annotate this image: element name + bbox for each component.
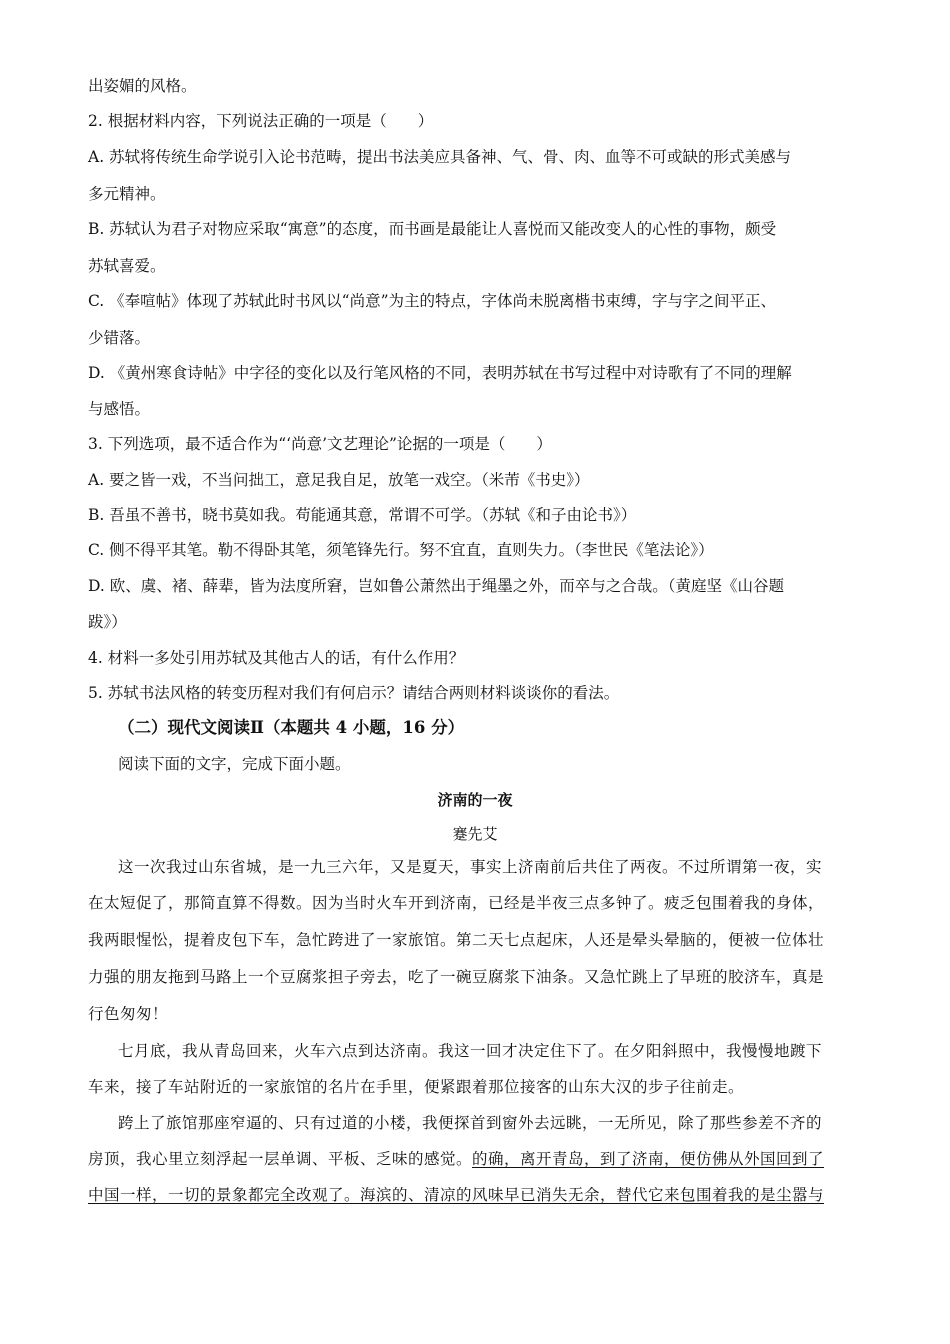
paragraph-1-line-1: 这一次我过山东省城，是一九三六年，又是夏天，事实上济南前后共住了两夜。不过所谓第一夜，实 <box>118 859 823 876</box>
question-2-option-c-cont: 少错落。 <box>88 329 151 347</box>
question-2-option-c: C. 《奉喧帖》体现了苏轼此时书风以“尚意”为主的特点，字体尚未脱离楷书束缚，字与字之间平正、 <box>88 292 777 310</box>
section-heading: （二）现代文阅读Ⅱ（本题共 4 小题，16 分） <box>118 718 465 737</box>
article-title: 济南的一夜 <box>437 791 513 809</box>
paragraph-3-line-2 <box>88 1150 868 1170</box>
q1-answer-tail: 出姿媚的风格。 <box>88 77 197 95</box>
question-3-option-d: D. 欧、虞、褚、薛辈，皆为法度所窘，岂如鲁公萧然出于绳墨之外，而卒与之合哉。（黄庭坚《山谷题 <box>88 577 784 595</box>
question-4-stem: 4. 材料一多处引用苏轼及其他古人的话，有什么作用？ <box>88 649 465 667</box>
question-2-option-d: D. 《黄州寒食诗帖》中字径的变化以及行笔风格的不同，表明苏轼在书写过程中对诗歌有了不同的理解 <box>88 364 792 382</box>
question-3-option-b: B. 吾虽不善书，晓书莫如我。苟能通其意，常谓不可学。（苏轼《和子由论书》） <box>88 506 637 524</box>
question-5-stem: 5. 苏轼书法风格的转变历程对我们有何启示？请结合两则材料谈谈你的看法。 <box>88 684 620 702</box>
section-instruction: 阅读下面的文字，完成下面小题。 <box>118 755 351 773</box>
paragraph-3-line-3-underlined: 中国一样，一切的景象都完全改观了。海滨的、清凉的风味早已消失无余，替代它来包围着我的是尘嚣与 <box>88 1187 825 1204</box>
paragraph-1-line-5: 行色匆匆！ <box>88 1006 169 1023</box>
paragraph-3-plain-text: 房顶，我心里立刻浮起一层单调、平板、乏味的感觉。 <box>88 1151 473 1168</box>
question-3-stem: 3. 下列选项，最不适合作为“‘尚意’文艺理论”论据的一项是（ ） <box>88 435 552 453</box>
question-2-option-b: B. 苏轼认为君子对物应采取“寓意”的态度，而书画是最能让人喜悦而又能改变人的心性的事物，颇受 <box>88 220 777 238</box>
question-3-option-c: C. 侧不得平其笔。勒不得卧其笔，须笔锋先行。努不宜直，直则失力。（李世民《笔法论》） <box>88 541 714 559</box>
question-2-option-d-cont: 与感悟。 <box>88 400 151 418</box>
question-3-option-a: A. 要之皆一戏，不当问拙工，意足我自足，放笔一戏空。（米芾《书史》） <box>88 471 590 489</box>
paragraph-1-line-3: 我两眼惺忪，提着皮包下车，急忙跨进了一家旅馆。第二天七点起床，人还是晕头晕脑的，便被一位体壮 <box>88 932 825 949</box>
paragraph-3-underlined-text: 的确，离开青岛，到了济南，便仿佛从外国回到了 <box>472 1151 825 1168</box>
paragraph-2-line-1: 七月底，我从青岛回来，火车六点到达济南。我这一回才决定住下了。在夕阳斜照中，我慢慢地踱下 <box>118 1043 823 1060</box>
article-author: 蹇先艾 <box>452 825 498 843</box>
question-2-option-b-cont: 苏轼喜爱。 <box>88 257 166 275</box>
paragraph-3-line-1: 跨上了旅馆那座窄逼的、只有过道的小楼，我便探首到窗外去远眺，一无所见，除了那些参差不齐的 <box>118 1115 823 1132</box>
question-2-stem: 2. 根据材料内容，下列说法正确的一项是（ ） <box>88 112 434 130</box>
paragraph-2-line-2: 车来，接了车站附近的一家旅馆的名片在手里，便紧跟着那位接客的山东大汉的步子往前走。 <box>88 1079 745 1096</box>
question-3-option-d-cont: 跋》） <box>88 613 127 631</box>
question-2-option-a: A. 苏轼将传统生命学说引入论书范畴，提出书法美应具备神、气、骨、肉、血等不可或缺的形式美感与 <box>88 148 792 166</box>
paragraph-1-line-4: 力强的朋友拖到马路上一个豆腐浆担子旁去，吃了一碗豆腐浆下油条。又急忙跳上了早班的胶济车，真是 <box>88 969 825 986</box>
question-2-option-a-cont: 多元精神。 <box>88 185 166 203</box>
paragraph-1-line-2: 在太短促了，那简直算不得数。因为当时火车开到济南，已经是半夜三点多钟了。疲乏包围着我的身体， <box>88 895 825 912</box>
